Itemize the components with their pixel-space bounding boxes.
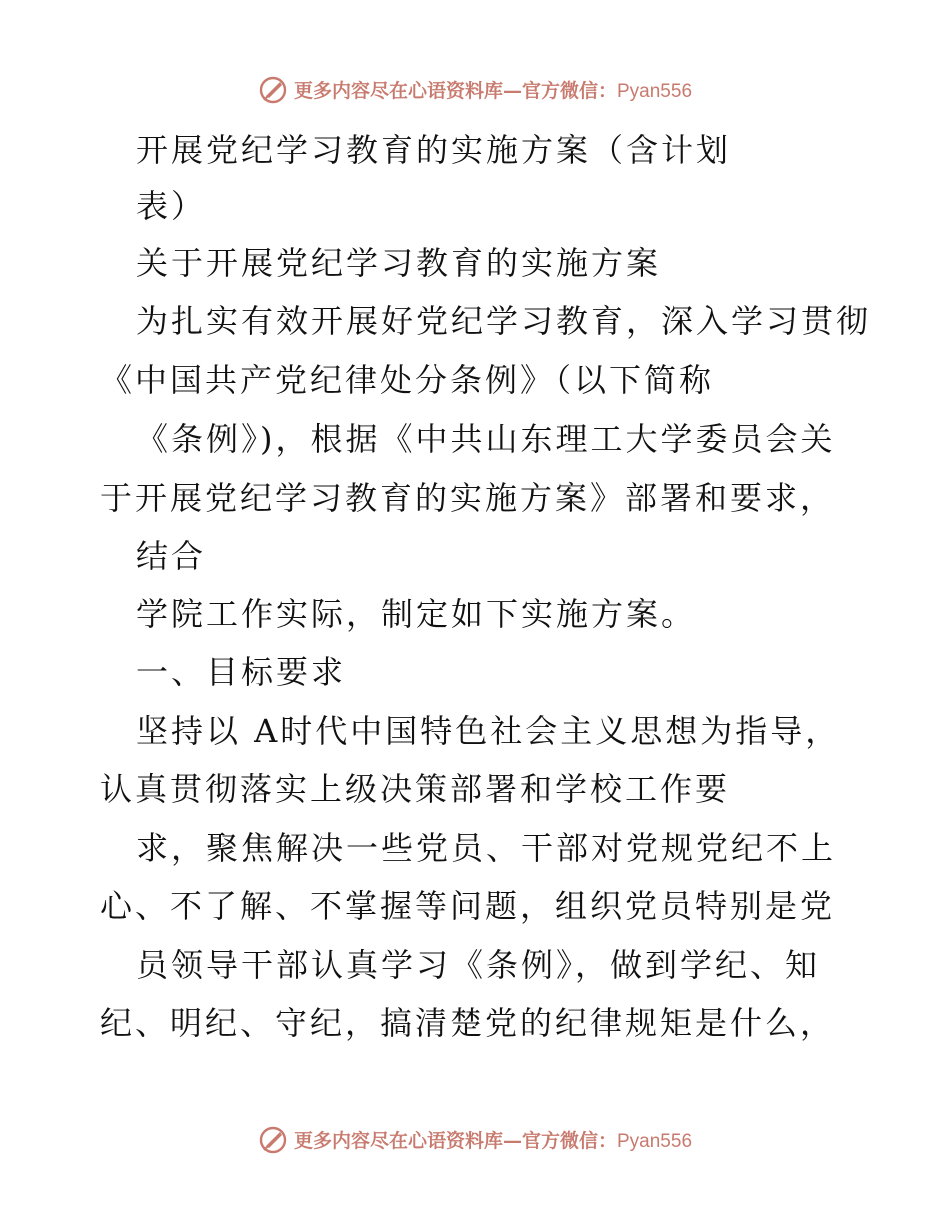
doc-heading: 关于开展党纪学习教育的实施方案 (136, 244, 662, 282)
feather-pen-logo-icon (258, 1124, 288, 1154)
doc-paragraph-line: 纪、明纪、守纪，搞清楚党的纪律规矩是什么， (100, 1004, 836, 1042)
header-watermark (0, 74, 950, 104)
doc-paragraph-line: 《中国共产党纪律处分条例》（以下简称 (100, 361, 715, 399)
doc-paragraph-line: 坚持以 A时代中国特色社会主义思想为指导， (136, 712, 841, 750)
doc-title-line-2: 表） (136, 187, 207, 225)
doc-paragraph-line: 心、不了解、不掌握等问题，组织党员特别是党 (100, 887, 836, 925)
doc-paragraph-line: 结合 (136, 537, 207, 575)
watermark-text: 更多内容尽在心语资料库—官方微信：Pyan556 (293, 1129, 693, 1152)
doc-paragraph-line: 员领导干部认真学习《条例》，做到学纪、知 (136, 946, 821, 984)
feather-pen-logo-icon (258, 74, 288, 104)
doc-paragraph-line: 为扎实有效开展好党纪学习教育，深入学习贯彻 (136, 302, 872, 340)
doc-paragraph-line: 于开展党纪学习教育的实施方案》部署和要求， (100, 479, 836, 517)
doc-paragraph-line: 认真贯彻落实上级决策部署和学校工作要 (100, 770, 731, 808)
watermark-text: 更多内容尽在心语资料库—官方微信：Pyan556 (293, 79, 693, 102)
footer-watermark (0, 1124, 950, 1154)
doc-paragraph-line: 求，聚焦解决一些党员、干部对党规党纪不上 (136, 829, 837, 867)
doc-title-line-1: 开展党纪学习教育的实施方案（含计划 (136, 131, 732, 169)
doc-paragraph-line: 《条例》)，根据《中共山东理工大学委员会关 (136, 420, 836, 458)
doc-section-heading: 一、目标要求 (136, 653, 347, 691)
doc-paragraph-line: 学院工作实际，制定如下实施方案。 (136, 595, 697, 633)
